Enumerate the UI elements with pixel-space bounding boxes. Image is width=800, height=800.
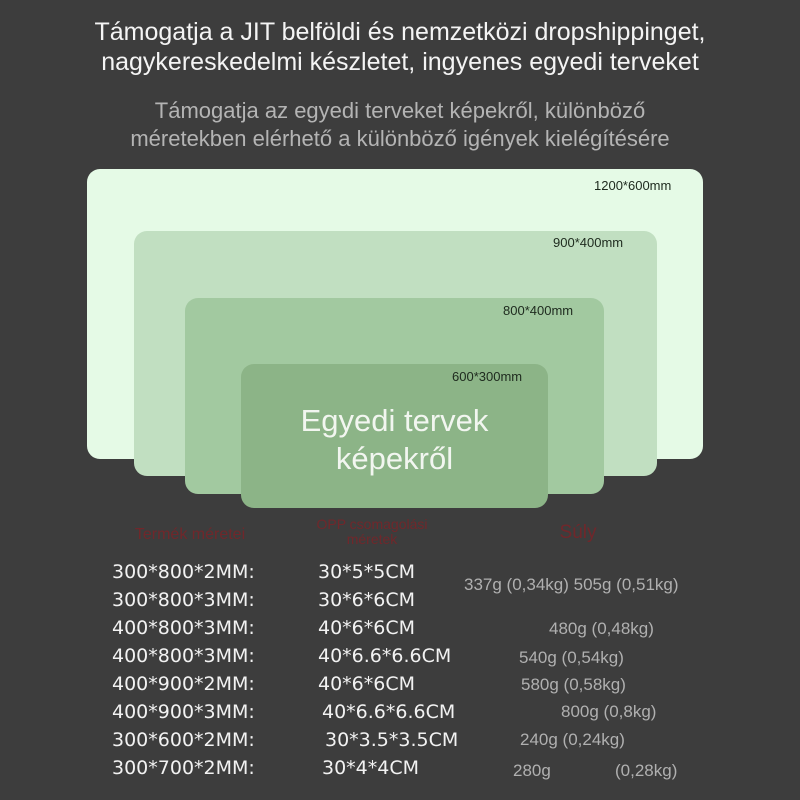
headline-line-2: nagykereskedelmi készletet, ingyenes egyedi terveket bbox=[101, 48, 699, 76]
package-size-cell: 30*6*6CM bbox=[318, 589, 416, 611]
weight-cell: 280g bbox=[513, 761, 551, 780]
size-label-600x300: 600*300mm bbox=[452, 369, 523, 384]
header-opp-line-2: méretek bbox=[346, 531, 398, 547]
product-size-cell: 300*600*2MM: bbox=[112, 729, 255, 751]
product-size-cell: 300*800*3MM: bbox=[112, 589, 255, 611]
package-size-cell: 30*5*5CM bbox=[318, 561, 416, 583]
custom-design-title-line-1: Egyedi tervek bbox=[300, 403, 489, 438]
weight-cell: 540g (0,54kg) bbox=[519, 648, 624, 667]
weight-cell: 240g (0,24kg) bbox=[520, 730, 625, 749]
package-size-cell: 30*3.5*3.5CM bbox=[325, 729, 459, 751]
headline-line-1: Támogatja a JIT belföldi és nemzetközi dropshippinget, bbox=[94, 18, 706, 46]
weight-cell: 800g (0,8kg) bbox=[561, 702, 657, 721]
package-size-cell: 30*4*4CM bbox=[322, 757, 420, 779]
product-size-cell: 400*900*3MM: bbox=[112, 701, 255, 723]
weight-cell: 580g (0,58kg) bbox=[521, 675, 626, 694]
size-label-900x400: 900*400mm bbox=[553, 235, 624, 250]
table-row bbox=[0, 701, 800, 729]
product-size-cell: 300*700*2MM: bbox=[112, 757, 255, 779]
package-size-cell: 40*6*6CM bbox=[318, 617, 416, 639]
size-label-1200x600: 1200*600mm bbox=[594, 178, 672, 193]
product-size-cell: 300*800*2MM: bbox=[112, 561, 255, 583]
weight-cell: 337g (0,34kg) 505g (0,51kg) bbox=[464, 575, 679, 594]
table-row bbox=[0, 757, 800, 785]
header-product-size: Termék méretei bbox=[134, 526, 246, 543]
table-row bbox=[0, 673, 800, 701]
header-opp-package bbox=[292, 517, 452, 547]
size-label-800x400: 800*400mm bbox=[503, 303, 574, 318]
table-row bbox=[0, 729, 800, 757]
table-row bbox=[0, 617, 800, 645]
header-weight: Súly bbox=[559, 522, 597, 543]
table-row bbox=[0, 561, 800, 589]
weight-cell: (0,28kg) bbox=[615, 761, 678, 780]
product-size-cell: 400*900*2MM: bbox=[112, 673, 255, 695]
header-opp-line-1: OPP csomagolási bbox=[316, 516, 428, 532]
package-size-cell: 40*6.6*6.6CM bbox=[322, 701, 456, 723]
package-size-cell: 40*6*6CM bbox=[318, 673, 416, 695]
product-size-cell: 400*800*3MM: bbox=[112, 645, 255, 667]
package-size-cell: 40*6.6*6.6CM bbox=[318, 645, 452, 667]
product-size-cell: 400*800*3MM: bbox=[112, 617, 255, 639]
subheadline-line-1: Támogatja az egyedi terveket képekről, különböző bbox=[154, 98, 646, 123]
table-row bbox=[0, 589, 800, 617]
custom-design-title-line-2: képekről bbox=[335, 441, 454, 476]
table-row bbox=[0, 645, 800, 673]
weight-cell: 480g (0,48kg) bbox=[549, 619, 654, 638]
subheadline-line-2: méretekben elérhető a különböző igények kielégítésére bbox=[130, 126, 670, 151]
